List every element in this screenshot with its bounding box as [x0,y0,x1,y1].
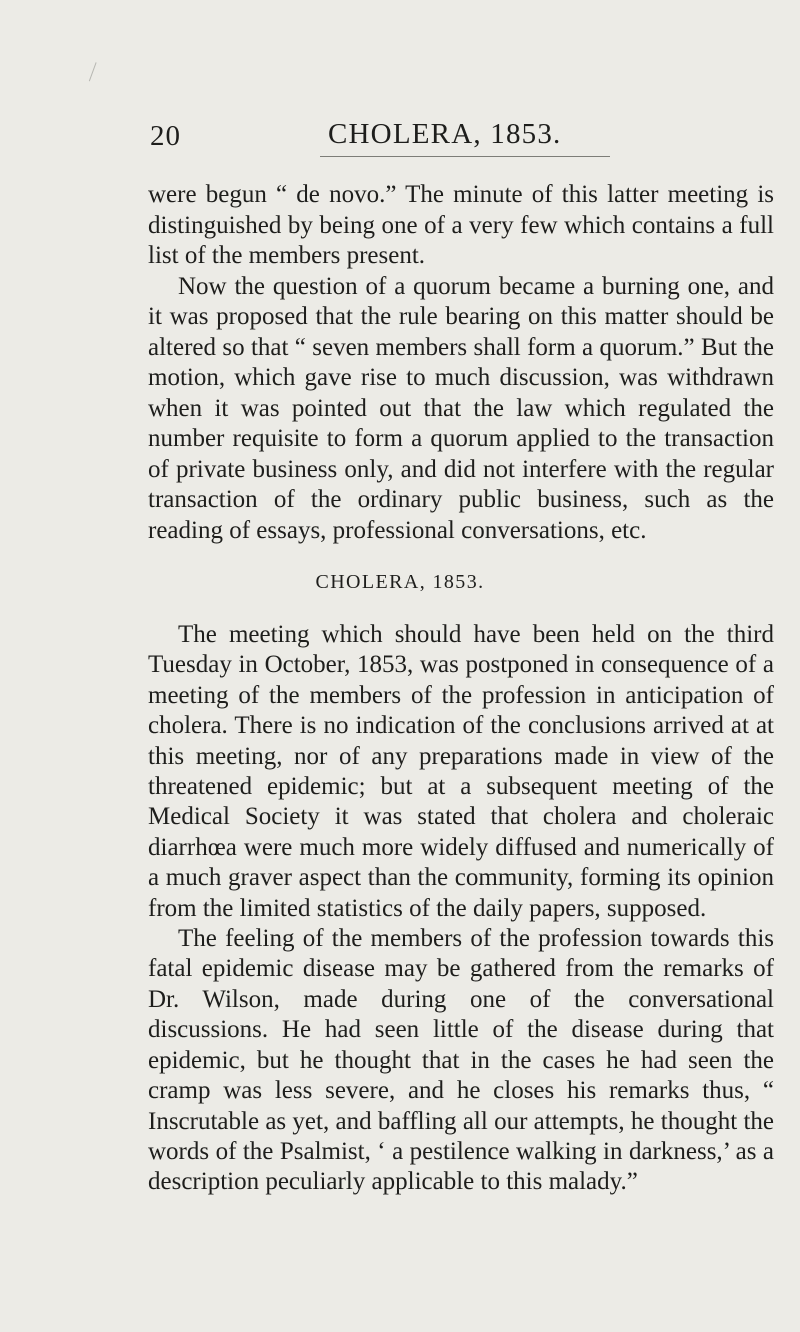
paragraph-quorum: Now the question of a quorum became a burning one, and it was proposed that the rule bearing on this matter should be altered so that “ seven members shall form a quorum.” But the motion, which gave rise to much discussion, was withdrawn when it was pointed out that the law which regulated the number requisite to form a quorum applied to the transaction of private business only, and did not interfere with the regular transaction of the ordinary public business, such as the reading of essays, professional conversations, etc. [148,272,774,544]
section-heading: CHOLERA, 1853. [315,571,485,593]
header-rule [320,156,610,157]
paragraph-dr-wilson: The feeling of the members of the profession towards this fatal epidemic disease may be gathered from the remarks of Dr. Wilson, made during one of the conversational discussions. He had seen little of the disease during that epidemic, but he thought that in the cases he had seen the cramp was less severe, and he closes his remarks thus, “ Inscrutable as yet, and baffling all our attempts, he thought the words of the Psalmist, ‘ a pestilence walking in darkness,’ as a description peculiarly applicable to this malady.” [148,925,774,1196]
page-header [150,118,770,158]
page-number: 20 [150,120,181,152]
paragraph-postponed-meeting: The meeting which should have been held on the third Tuesday in October, 1853, was postponed in consequence of a meeting of the members of the profession in anticipation of cholera. There is no indication of the conclusions arrived at at this meeting, nor of any preparations made in view of the threatened epidemic; but at a subsequent meeting of the Medical Society it was stated that cholera and choleraic diarrhœa were much more widely diffused and numerically of a much graver aspect than the community, forming its opinion from the limited statistics of the daily papers, supposed. [148,621,774,922]
opening-text [148,180,774,546]
running-head: CHOLERA, 1853. [328,118,562,150]
page-margin-mark [89,62,103,84]
paragraph-continued: were begun “ de novo.” The minute of this latter meeting is distinguished by being one of a very few which contains a full list of the members present. [148,181,774,269]
cholera-section [148,620,774,1198]
